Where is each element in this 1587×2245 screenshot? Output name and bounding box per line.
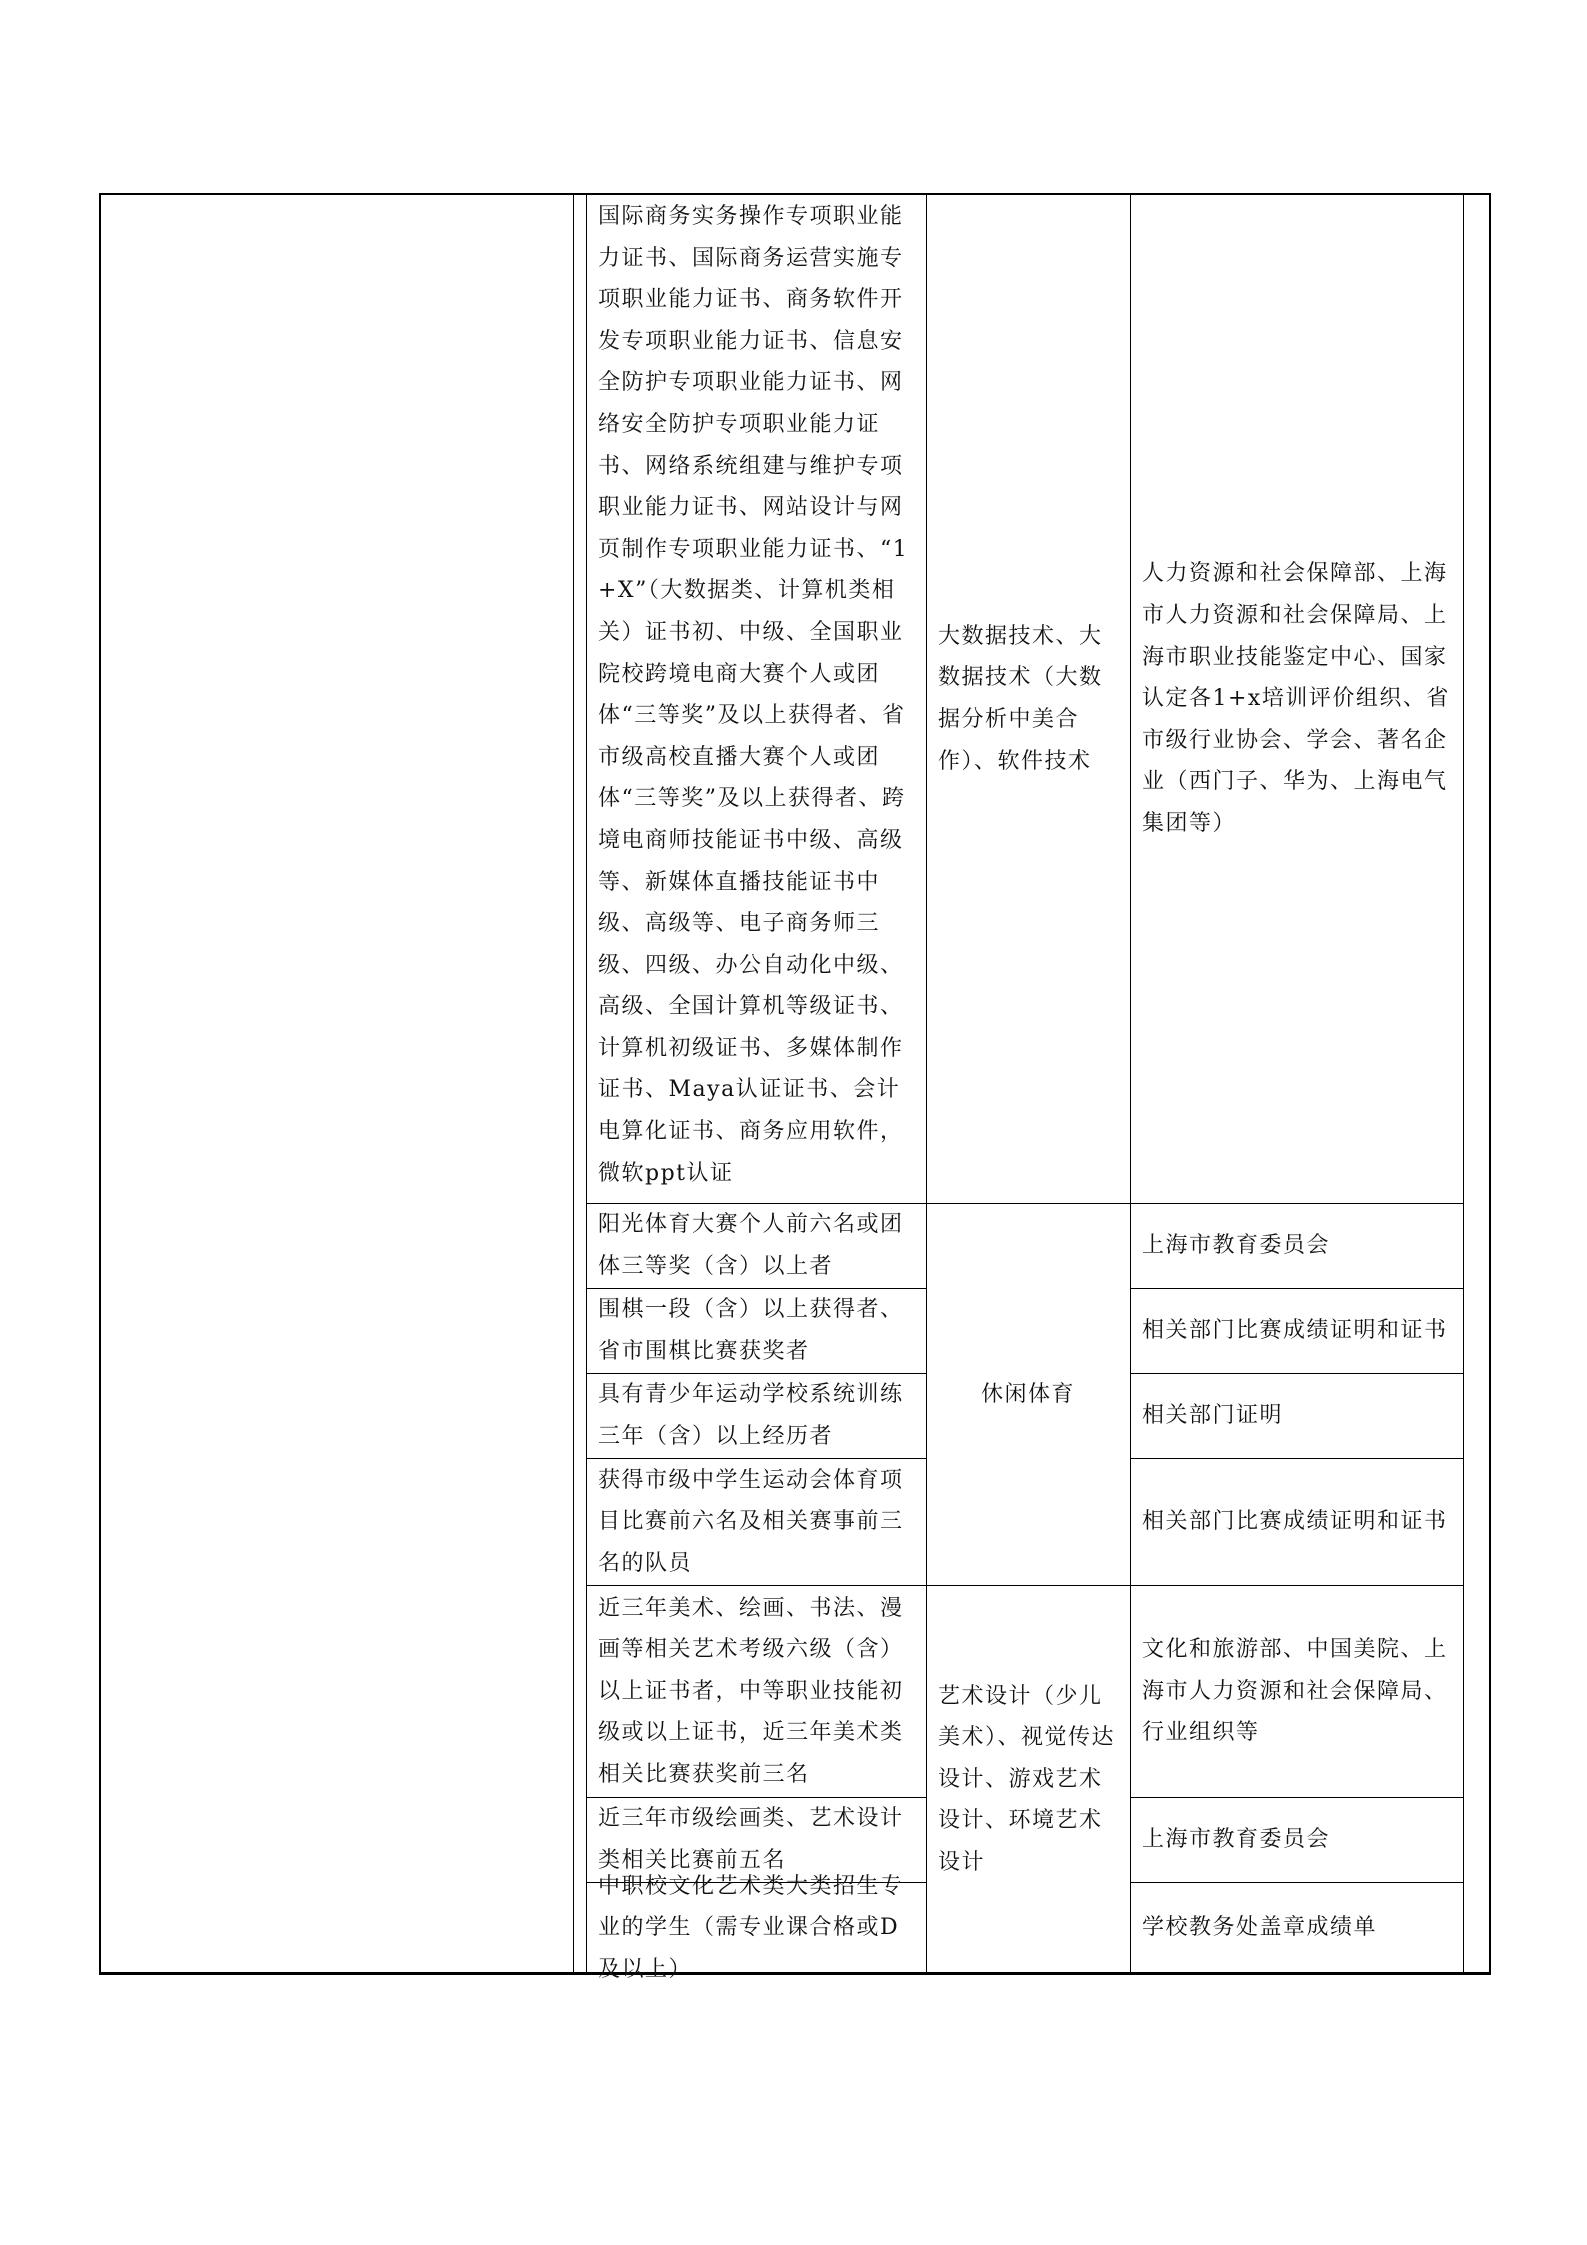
table-cell-issuer bbox=[1132, 196, 1462, 1202]
cell-text: 相关部门比赛成绩证明和证书 bbox=[1142, 1509, 1448, 1535]
divider bbox=[1463, 193, 1464, 1975]
table-cell-certificates bbox=[588, 1459, 924, 1585]
table-cell-certificates bbox=[588, 1289, 924, 1373]
cell-text: 人力资源和社会保障部、上海市人力资源和社会保障局、上海市职业技能鉴定中心、国家认定各1+x培训评价组织、省市级行业协会、学会、著名企业（西门子、华为、上海电气集团等） bbox=[1142, 561, 1450, 836]
divider bbox=[1130, 193, 1131, 1975]
cell-text: 大数据技术、大数据技术（大数据分析中美合作）、软件技术 bbox=[938, 623, 1103, 774]
cell-text: 具有青少年运动学校系统训练三年（含）以上经历者 bbox=[598, 1382, 904, 1449]
cell-text: 近三年市级绘画类、艺术设计类相关比赛前五名 bbox=[598, 1806, 904, 1873]
table-cell-certificates bbox=[588, 1374, 924, 1458]
table-cell-issuer bbox=[1132, 1374, 1462, 1458]
cell-text: 围棋一段（含）以上获得者、省市围棋比赛获奖者 bbox=[598, 1297, 904, 1364]
table-cell-issuer bbox=[1132, 1798, 1462, 1882]
cell-text: 国际商务实务操作专项职业能力证书、国际商务运营实施专项职业能力证书、商务软件开发专项职业能力证书、信息安全防护专项职业能力证书、网络安全防护专项职业能力证书、网络系统组建与维护专项职业能力证书、网站设计与网页制作专项职业能力证书、“1+X”（大数据类、计算机类相关）证书初、中级、全国职业院校跨境电商大赛个人或团体“三等奖”及以上获得者、省市级高校直播大赛个人或团体“三等奖”及以上获得者、跨境电商师技能证书中级、高级等、新媒体直播技能证书中级、高级等、电子商务师三级、四级、办公自动化中级、高级、全国计算机等级证书、计算机初级证书、多媒体制作证书、Maya认证证书、会计电算化证书、商务应用软件，微软ppt认证 bbox=[598, 204, 909, 1186]
divider bbox=[926, 193, 927, 1975]
table-cell-issuer bbox=[1132, 1204, 1462, 1288]
table-cell-issuer bbox=[1132, 1883, 1462, 1973]
cell-text: 文化和旅游部、中国美院、上海市人力资源和社会保障局、行业组织等 bbox=[1142, 1637, 1448, 1746]
table-cell-certificates bbox=[588, 196, 924, 1202]
table-cell-major bbox=[928, 1204, 1128, 1585]
cell-text: 中职校文化艺术类大类招生专业的学生（需专业课合格或D及以上） bbox=[598, 1873, 904, 1982]
cell-text: 阳光体育大赛个人前六名或团体三等奖（含）以上者 bbox=[598, 1212, 904, 1279]
divider bbox=[573, 193, 574, 1975]
cell-text: 获得市级中学生运动会体育项目比赛前六名及相关赛事前三名的队员 bbox=[598, 1467, 904, 1576]
table-cell-certificates bbox=[588, 1873, 924, 1982]
table-cell-certificates bbox=[588, 1204, 924, 1288]
table-cell-issuer bbox=[1132, 1289, 1462, 1373]
table-cell-issuer bbox=[1132, 1459, 1462, 1585]
table-cell-major bbox=[928, 196, 1128, 1202]
cell-text: 相关部门证明 bbox=[1142, 1403, 1284, 1429]
table-cell-major bbox=[928, 1586, 1128, 1973]
table-cell-issuer bbox=[1132, 1586, 1462, 1797]
cell-text: 艺术设计（少儿美术）、视觉传达设计、游戏艺术设计、环境艺术设计 bbox=[938, 1683, 1116, 1875]
cell-text: 上海市教育委员会 bbox=[1142, 1827, 1331, 1853]
cell-text: 近三年美术、绘画、书法、漫画等相关艺术考级六级（含）以上证书者，中等职业技能初级或以上证书，近三年美术类相关比赛获奖前三名 bbox=[598, 1595, 904, 1787]
table-cell-certificates bbox=[588, 1586, 924, 1797]
cell-text: 休闲体育 bbox=[980, 1381, 1075, 1407]
cell-text: 相关部门比赛成绩证明和证书 bbox=[1142, 1318, 1448, 1344]
cell-text: 上海市教育委员会 bbox=[1142, 1233, 1331, 1259]
divider bbox=[586, 193, 587, 1975]
cell-text: 学校教务处盖章成绩单 bbox=[1142, 1915, 1378, 1941]
